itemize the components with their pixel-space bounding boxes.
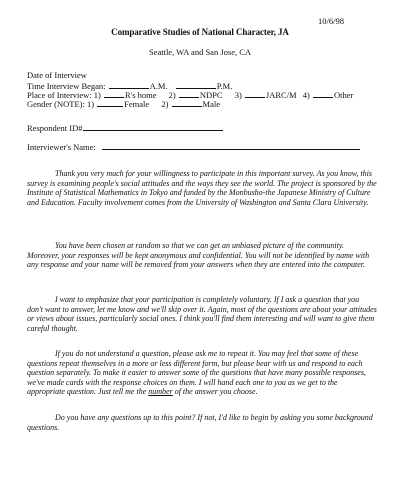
place-jarc-field[interactable] bbox=[245, 89, 265, 98]
place-ndpc-label: NDPC bbox=[199, 90, 223, 100]
interview-date-row bbox=[27, 71, 87, 80]
place-4-num: 4) bbox=[302, 90, 310, 100]
anonymity-paragraph: You have been chosen at random so that we can get an unbiased picture of the community. Moreover, your responses will be kept anonymous and confidential. You will not be identified by name with any response and your name will be removed from your answers when they are entered into the computer. bbox=[27, 241, 370, 270]
questions-paragraph: Do you have any questions up to this point? If not, I'd like to begin by asking you some background questions. bbox=[27, 413, 373, 432]
interview-date-label: Date of Interview bbox=[27, 70, 87, 80]
respondent-id-label: Respondent ID# bbox=[27, 123, 83, 133]
voluntary-paragraph: I want to emphasize that your participation is completely voluntary. If I ask a question that you don't want to answer, let me know and we'll skip over it. Again, most of the questions are about your attitudes or views about issues, particularly social ones. I think you'll find them interesting and will want to give them careful thought. bbox=[27, 295, 377, 333]
place-other-field[interactable] bbox=[313, 89, 333, 98]
female-label: Female bbox=[124, 99, 150, 109]
am-label: A.M. bbox=[149, 81, 168, 91]
respondent-row bbox=[27, 122, 224, 133]
place-label: Place of Interview: 1) bbox=[27, 90, 101, 100]
instructions-end: of the answer you choose. bbox=[174, 387, 258, 397]
gender-row bbox=[27, 98, 220, 109]
male-label: Male bbox=[202, 99, 220, 109]
interviewer-row bbox=[27, 141, 361, 152]
respondent-id-field[interactable] bbox=[83, 122, 223, 131]
place-jarc-label: JARC/M bbox=[265, 90, 297, 100]
gender-2-num: 2) bbox=[161, 99, 169, 109]
time-pm-field[interactable] bbox=[176, 80, 216, 89]
document-date: 10/6/98 bbox=[318, 16, 344, 26]
document-title: Comparative Studies of National Character, JA bbox=[111, 27, 289, 37]
gender-female-field[interactable] bbox=[97, 98, 123, 107]
place-other-label: Other bbox=[333, 90, 354, 100]
interviewer-name-field[interactable] bbox=[102, 141, 360, 150]
interviewer-name-label: Interviewer's Name: bbox=[27, 142, 96, 152]
instructions-paragraph bbox=[27, 349, 377, 397]
gender-male-field[interactable] bbox=[172, 98, 202, 107]
place-home-label: R's home bbox=[125, 90, 157, 100]
place-2-num: 2) bbox=[168, 90, 176, 100]
pm-label: P.M. bbox=[216, 81, 233, 91]
place-3-num: 3) bbox=[234, 90, 242, 100]
place-home-field[interactable] bbox=[104, 89, 124, 98]
time-am-field[interactable] bbox=[109, 80, 149, 89]
intro-paragraph: Thank you very much for your willingness to participate in this important survey. As you know, this survey is examining people's social attitudes and the ways they see the world. The project is sponsored by the Institute of Statistical Mathematics in Tokyo and funded by the Monbusho-the Japanese Ministry of Culture and Education. Faculty involvement comes from the University of Washington and Santa Clara University. bbox=[27, 169, 377, 207]
instructions-text: If you do not understand a question, please ask me to repeat it. You may feel that some of these questions repeat themselves in a more or less different form, but please bear with us and respond to each question separately. To make it easier to answer some of the questions that have many possible responses, we've made cards with the response choices on them. I will hand each one to you as we get to the appropriate question. Just tell me the bbox=[27, 349, 366, 397]
study-locations: Seattle, WA and San Jose, CA bbox=[148, 47, 252, 57]
number-emphasis: number bbox=[148, 387, 173, 397]
place-ndpc-field[interactable] bbox=[179, 89, 199, 98]
gender-label: Gender (NOTE): 1) bbox=[27, 99, 95, 109]
time-began-label: Time Interview Began: bbox=[27, 81, 106, 91]
